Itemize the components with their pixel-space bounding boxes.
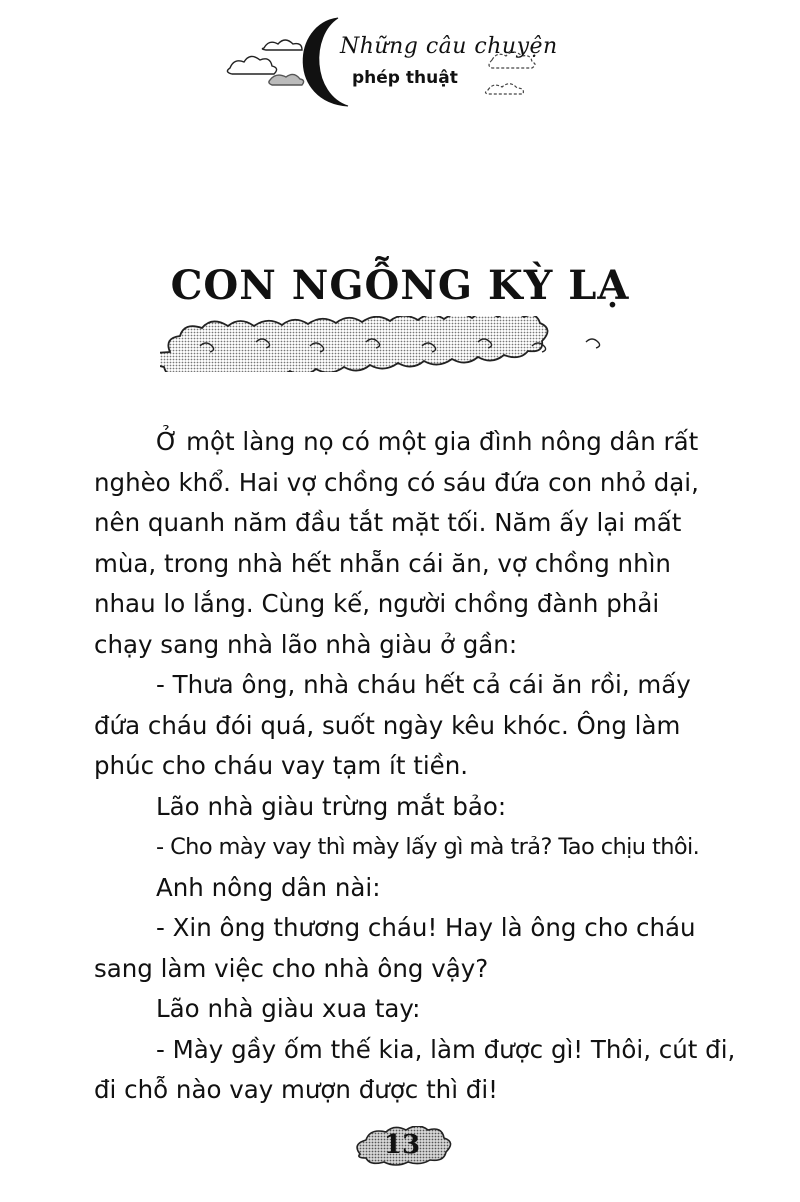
- story-line: đứa cháu đói quá, suốt ngày kêu khóc. Ông làm: [94, 710, 681, 740]
- page-number-badge: [350, 1126, 454, 1166]
- story-line: sang làm việc cho nhà ông vậy?: [94, 953, 489, 983]
- story-line: Lão nhà giàu xua tay:: [156, 994, 421, 1023]
- story-line: đi chỗ nào vay mượn được thì đi!: [94, 1075, 498, 1104]
- series-header: [220, 10, 560, 110]
- series-title: Những câu chuyện: [340, 34, 558, 59]
- story-line: nghèo khổ. Hai vợ chồng có sáu đứa con nhỏ dại,: [94, 467, 699, 497]
- story-line: Ở một làng nọ có một gia đình nông dân rất: [156, 427, 699, 456]
- moon-clouds-decoration: [220, 10, 560, 110]
- page-number: 13: [383, 1130, 421, 1160]
- story-line: phúc cho cháu vay tạm ít tiền.: [94, 751, 469, 780]
- story-line: Anh nông dân nài:: [156, 872, 381, 902]
- story-line: - Mày gầy ốm thế kia, làm được gì! Thôi, cút đi,: [156, 1034, 736, 1064]
- cloud-band-icon: [160, 316, 548, 372]
- story-title: CON NGỖNG KỲ LẠ: [170, 262, 630, 309]
- story-line: mùa, trong nhà hết nhẵn cái ăn, vợ chồng nhìn: [94, 548, 671, 578]
- story-line: Lão nhà giàu trừng mắt bảo:: [156, 791, 507, 821]
- story-line: nên quanh năm đầu tắt mặt tối. Năm ấy lại mất: [94, 508, 682, 537]
- story-line: nhau lo lắng. Cùng kế, người chồng đành phải: [94, 589, 660, 618]
- story-line: - Thưa ông, nhà cháu hết cả cái ăn rồi, mấy: [156, 670, 691, 699]
- story-line: - Cho mày vay thì mày lấy gì mà trả? Tao chịu thôi.: [156, 834, 700, 860]
- cloud-icon: [227, 40, 303, 85]
- crescent-moon-icon: [303, 18, 348, 106]
- series-subtitle: phép thuật: [352, 68, 458, 88]
- story-line: chạy sang nhà lão nhà giàu ở gần:: [94, 629, 518, 659]
- story-line: - Xin ông thương cháu! Hay là ông cho cháu: [156, 913, 696, 942]
- title-cloud-divider: [160, 316, 640, 372]
- story-body: [94, 422, 736, 1111]
